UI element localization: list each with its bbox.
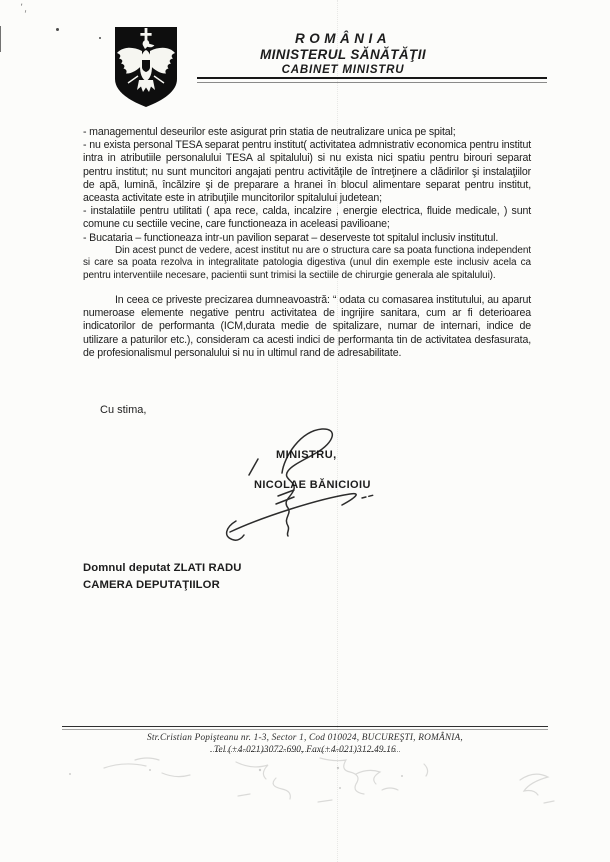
footer-contact: Tel (+4-021)3072-690, Fax(+4-021)312.49.16 — [214, 744, 396, 755]
body-paragraph: Din acest punct de vedere, acest institut nu are o structura care sa poata functiona independent si care sa poata rezolva in integralitate patologia digestiva (unul din exemple este inclusiv acela ca pentru interventiile necesare, pacientii sunt trimisi la sectiile de chirurgie generala ale spitalului). — [83, 244, 531, 281]
scan-speck — [99, 37, 101, 39]
signature-title: MINISTRU, — [276, 449, 337, 461]
body-paragraph: - instalatiile pentru utilitati ( apa rece, calda, incalzire , energie electrica, fluide medicale, ) sunt comune cu sectiile vecine, care functioneaza in aceleasi pavilioane; — [83, 205, 531, 231]
letter-body — [83, 126, 531, 360]
cabinet-title: CABINET MINISTRU — [281, 64, 405, 77]
letterhead-rule — [197, 77, 547, 83]
pen-mark: ' , — [18, 2, 29, 15]
recipient-block — [83, 560, 242, 593]
body-paragraph: In ceea ce priveste precizarea dumneavoastră: “ odata cu comasarea institutului, au aparut numeroase elemente negative pentru activitatea de ingrijire sanitara, cum ar fi deterioarea indicatorilor de performanta (ICM,durata medie de spitalizare, numar de internari, indice de utilizare a paturilor etc.), consideram ca acesti indici de performanta tin de activitatea desfasurata, de profesionalismul personalului si nu in ultimul rand de adresabilitate. — [83, 294, 531, 359]
closing-salutation: Cu stima, — [100, 404, 147, 416]
country-title: ROMÂNIA — [295, 31, 391, 46]
romania-coat-of-arms-icon — [112, 24, 180, 110]
scan-smudge-marks — [0, 748, 610, 838]
handwritten-signature-scribble — [222, 423, 412, 548]
signature-name: NICOLAE BĂNICIOIU — [254, 479, 371, 491]
footer-address: Str.Cristian Popişteanu nr. 1-3, Sector 1, Cod 010024, BUCUREŞTI, ROMÂNIA, — [147, 733, 463, 743]
scan-speck — [56, 28, 59, 31]
body-paragraph: - nu exista personal TESA separat pentru institut( activitatea admnistrativ economica pentru institut intra in atributiile personalului TESA al spitalului) si nu exista nici spatiu pentru birouri separat pentru institut; nu sunt muncitori angajati pentru activităţile de întreţinere a clădirilor şi instalaţiilor de apă, lumină, încălzire şi de preparare a hranei în blocul alimentare separat pentru institut, aceasta activitate este in atribuţiile muncitorilor spitalului judetean; — [83, 139, 531, 205]
recipient-institution: CAMERA DEPUTAŢIILOR — [83, 578, 220, 591]
footer-rule — [62, 726, 548, 730]
body-paragraph: - managementul deseurilor este asigurat prin statia de neutralizare unica pe spital; — [83, 126, 456, 138]
ministry-title: MINISTERUL SĂNĂTĂŢII — [260, 46, 426, 62]
letterhead-titles — [198, 32, 488, 77]
scan-edge-artifact — [0, 26, 1, 52]
body-paragraph: - Bucataria – functioneaza intr-un pavilion separat – deserveste tot spitalul inclusiv institutul. — [83, 231, 499, 244]
recipient-name: Domnul deputat ZLATI RADU — [83, 562, 242, 574]
